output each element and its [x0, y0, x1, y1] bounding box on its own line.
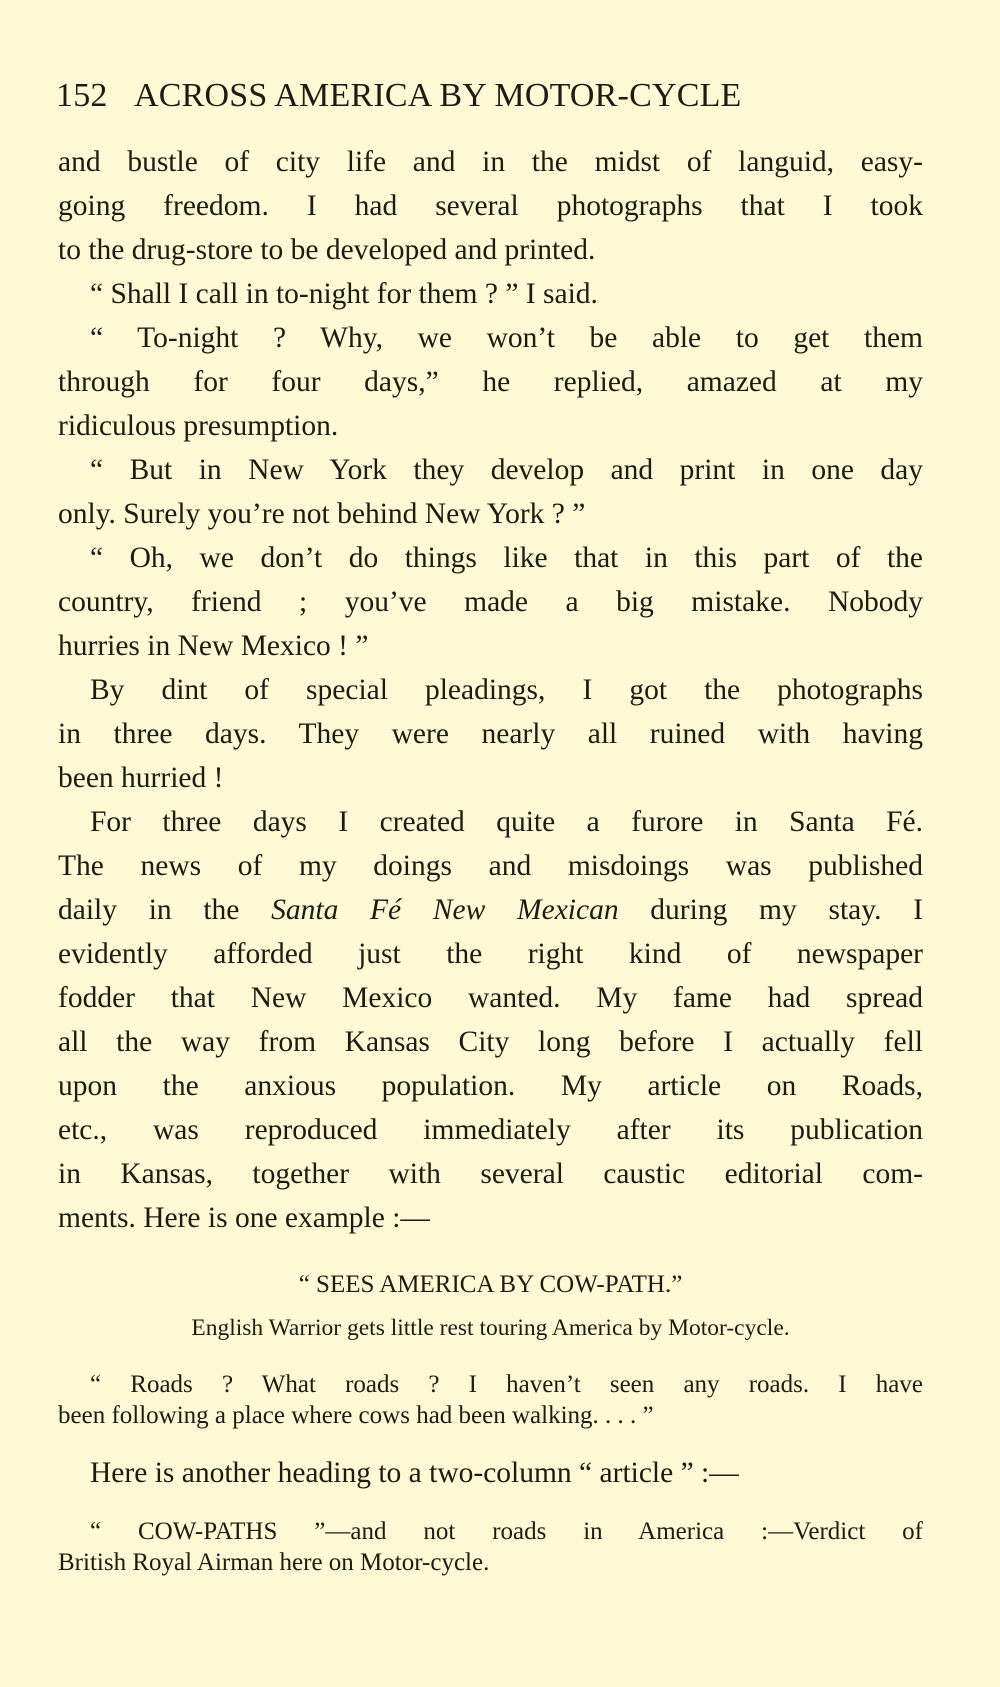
text-line: fodder that New Mexico wanted. My fame had spread [58, 982, 923, 1014]
text-line: in three days. They were nearly all ruined with having [58, 718, 923, 750]
second-clipping [58, 1516, 923, 1578]
clipping-subhead: English Warrior gets little rest touring America by Motor-cycle. [191, 1315, 790, 1341]
text-line-with-newspaper-title [58, 888, 923, 932]
text-line: “ To-night ? Why, we won’t be able to get them [90, 322, 923, 354]
book-title: ACROSS AMERICA BY MOTOR-CYCLE [134, 77, 742, 114]
text-line: evidently afforded just the right kind of newspaper [58, 938, 923, 970]
text-line: all the way from Kansas City long before I actually fell [58, 1026, 923, 1058]
text-line: been hurried ! [58, 762, 224, 794]
text-line: only. Surely you’re not behind New York ? ” [58, 498, 586, 530]
quote-line: “ COW-PATHS ”—and not roads in America :—Verdict of [90, 1518, 923, 1545]
newspaper-title: Santa Fé New Mexican [271, 894, 619, 926]
text-line: By dint of special pleadings, I got the photographs [90, 674, 923, 706]
text-line: For three days I created quite a furore in Santa Fé. [90, 806, 923, 838]
quote-line: British Royal Airman here on Motor-cycle. [58, 1549, 490, 1576]
text-line: hurries in New Mexico ! ” [58, 630, 369, 662]
clipping-headline: “ SEES AMERICA BY COW-PATH.” [298, 1271, 683, 1298]
text-line: country, friend ; you’ve made a big mistake. Nobody [58, 586, 923, 618]
another-heading-line [58, 1451, 955, 1495]
quote-line: “ Roads ? What roads ? I haven’t seen any roads. I have [90, 1371, 923, 1398]
text-fragment: during my stay. I [618, 894, 923, 926]
quote-line: been following a place where cows had been walking. . . . ” [58, 1402, 654, 1429]
text-line: “ Shall I call in to-night for them ? ” I said. [90, 278, 598, 310]
text-line: ments. Here is one example :— [58, 1202, 430, 1234]
text-line: to the drug-store to be developed and printed. [58, 234, 596, 266]
text-line: in Kansas, together with several caustic editorial com- [58, 1158, 923, 1190]
text-line: etc., was reproduced immediately after its publication [58, 1114, 923, 1146]
text-line: upon the anxious population. My article on Roads, [58, 1070, 923, 1102]
text-line: Here is another heading to a two-column “ article ” :— [90, 1457, 739, 1489]
text-line: “ But in New York they develop and print in one day [90, 454, 923, 486]
text-line: going freedom. I had several photographs that I took [58, 190, 923, 222]
clipping-quote [58, 1369, 923, 1431]
text-line: “ Oh, we don’t do things like that in this part of the [90, 542, 923, 574]
page-number: 152 [56, 77, 108, 114]
running-head [56, 76, 936, 116]
main-text [58, 140, 923, 1240]
text-line: The news of my doings and misdoings was published [58, 850, 923, 882]
text-line: ridiculous presumption. [58, 410, 339, 442]
text-line: and bustle of city life and in the midst of languid, easy- [58, 146, 923, 178]
text-fragment: daily in the [58, 894, 272, 926]
text-line: through for four days,” he replied, amazed at my [58, 366, 923, 398]
